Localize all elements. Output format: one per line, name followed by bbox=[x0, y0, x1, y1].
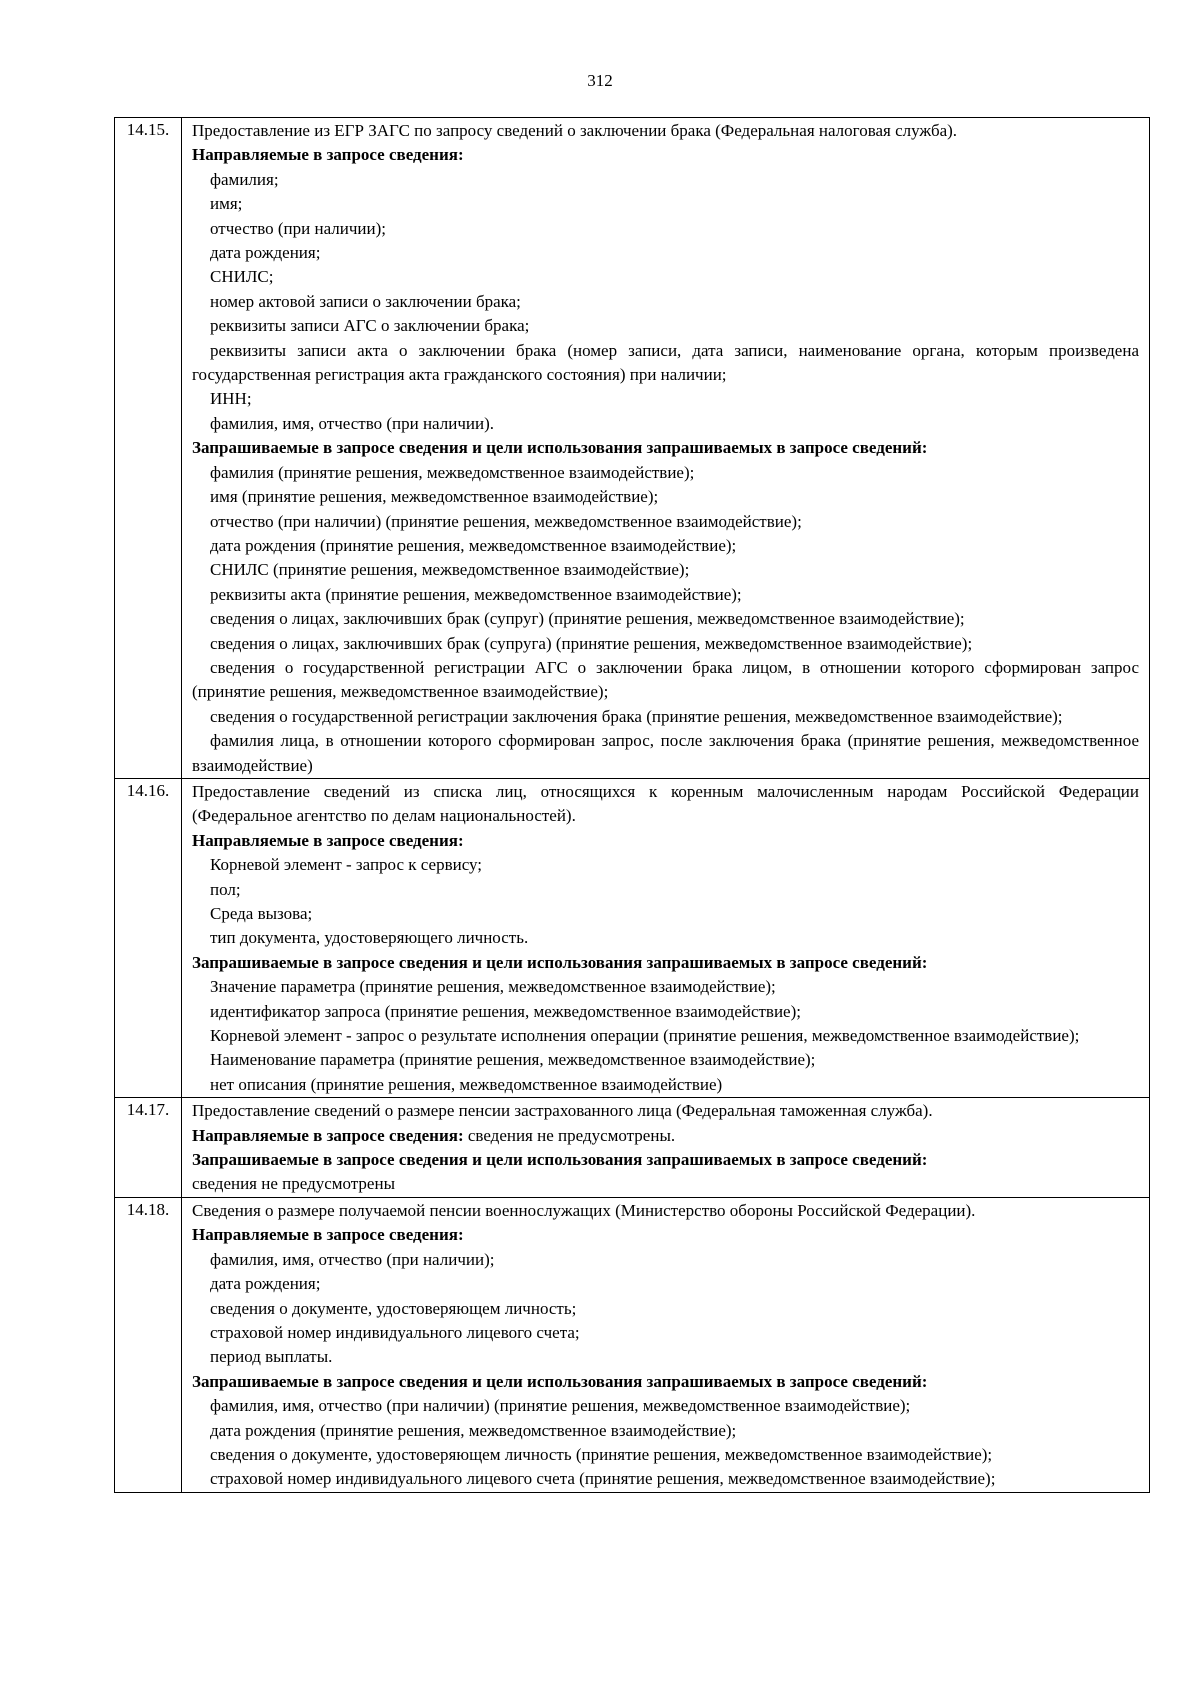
list-item: номер актовой записи о заключении брака; bbox=[210, 291, 521, 311]
section-heading: Направляемые в запросе сведения: bbox=[192, 145, 464, 165]
document-table bbox=[114, 117, 1150, 1493]
item-title: Предоставление сведений о размере пенсии застрахованного лица (Федеральная таможенная служба). bbox=[192, 1101, 933, 1121]
list-item: фамилия, имя, отчество (при наличии); bbox=[210, 1249, 495, 1269]
list-item: имя (принятие решения, межведомственное взаимодействие); bbox=[210, 487, 659, 507]
section-heading: Направляемые в запросе сведения: bbox=[192, 1125, 464, 1145]
section-heading: Запрашиваемые в запросе сведения и цели использования запрашиваемых в запросе сведений: bbox=[192, 952, 928, 972]
list-item: дата рождения; bbox=[210, 243, 321, 263]
table-row bbox=[115, 1197, 1150, 1492]
inline-text: сведения не предусмотрены. bbox=[463, 1125, 676, 1145]
page-number: 312 bbox=[587, 71, 613, 90]
item-number: 14.18. bbox=[115, 1197, 182, 1492]
section-heading: Направляемые в запросе сведения: bbox=[192, 830, 464, 850]
list-item: фамилия; bbox=[210, 169, 279, 189]
list-item: дата рождения (принятие решения, межведомственное взаимодействие); bbox=[210, 535, 737, 555]
list-item: идентификатор запроса (принятие решения, межведомственное взаимодействие); bbox=[210, 1001, 801, 1021]
list-item: отчество (при наличии) (принятие решения, межведомственное взаимодействие); bbox=[210, 511, 802, 531]
section-heading: Запрашиваемые в запросе сведения и цели использования запрашиваемых в запросе сведений: bbox=[192, 1150, 928, 1170]
list-item: страховой номер индивидуального лицевого счета (принятие решения, межведомственное взаимодействие); bbox=[210, 1469, 996, 1489]
item-content bbox=[182, 778, 1150, 1097]
table-row bbox=[115, 118, 1150, 779]
list-item: сведения о лицах, заключивших брак (супруга) (принятие решения, межведомственное взаимодействие); bbox=[210, 633, 973, 653]
list-item: фамилия, имя, отчество (при наличии) (принятие решения, межведомственное взаимодействие); bbox=[210, 1396, 911, 1416]
list-item: сведения о документе, удостоверяющем личность; bbox=[210, 1298, 577, 1318]
list-item: сведения о государственной регистрации АГС о заключении брака лицом, в отношении которого сформирован запрос (принятие решения, межведомственное взаимодействие); bbox=[192, 657, 1139, 702]
section-heading: Запрашиваемые в запросе сведения и цели использования запрашиваемых в запросе сведений: bbox=[192, 1371, 928, 1391]
item-content bbox=[182, 1197, 1150, 1492]
list-item: фамилия (принятие решения, межведомственное взаимодействие); bbox=[210, 462, 695, 482]
list-item: сведения о лицах, заключивших брак (супруг) (принятие решения, межведомственное взаимодействие); bbox=[210, 609, 965, 629]
list-item: ИНН; bbox=[210, 389, 252, 409]
list-item: Корневой элемент - запрос к сервису; bbox=[210, 855, 483, 875]
list-item: сведения о государственной регистрации заключения брака (принятие решения, межведомственное взаимодействие); bbox=[210, 706, 1063, 726]
item-number: 14.17. bbox=[115, 1098, 182, 1198]
item-content bbox=[182, 1098, 1150, 1198]
mixed-line bbox=[192, 1124, 1139, 1148]
list-item: страховой номер индивидуального лицевого счета; bbox=[210, 1322, 580, 1342]
list-item: нет описания (принятие решения, межведомственное взаимодействие) bbox=[210, 1074, 723, 1094]
list-item: дата рождения (принятие решения, межведомственное взаимодействие); bbox=[210, 1420, 737, 1440]
section-heading: Направляемые в запросе сведения: bbox=[192, 1225, 464, 1245]
table-row bbox=[115, 778, 1150, 1097]
list-item: пол; bbox=[210, 879, 241, 899]
list-item: тип документа, удостоверяющего личность. bbox=[210, 928, 529, 948]
list-item: период выплаты. bbox=[210, 1347, 333, 1367]
list-item: фамилия лица, в отношении которого сформирован запрос, после заключения брака (принятие решения, межведомственное взаимодействие) bbox=[192, 731, 1139, 775]
list-item: отчество (при наличии); bbox=[210, 218, 386, 238]
list-item: Значение параметра (принятие решения, межведомственное взаимодействие); bbox=[210, 977, 776, 997]
item-title: Предоставление сведений из списка лиц, относящихся к коренным малочисленным народам Российской Федерации (Федеральное агентство по делам национальностей). bbox=[192, 781, 1139, 826]
list-item: Корневой элемент - запрос о результате исполнения операции (принятие решения, межведомственное взаимодействие); bbox=[210, 1026, 1080, 1046]
paragraph: сведения не предусмотрены bbox=[192, 1174, 395, 1194]
list-item: реквизиты акта (принятие решения, межведомственное взаимодействие); bbox=[210, 584, 742, 604]
list-item: СНИЛС (принятие решения, межведомственное взаимодействие); bbox=[210, 560, 690, 580]
list-item: имя; bbox=[210, 194, 243, 214]
item-number: 14.16. bbox=[115, 778, 182, 1097]
list-item: фамилия, имя, отчество (при наличии). bbox=[210, 413, 494, 433]
list-item: СНИЛС; bbox=[210, 267, 274, 287]
section-heading: Запрашиваемые в запросе сведения и цели использования запрашиваемых в запросе сведений: bbox=[192, 438, 928, 458]
item-number: 14.15. bbox=[115, 118, 182, 779]
list-item: сведения о документе, удостоверяющем личность (принятие решения, межведомственное взаимодействие); bbox=[210, 1444, 993, 1464]
item-content bbox=[182, 118, 1150, 779]
list-item: реквизиты записи АГС о заключении брака; bbox=[210, 316, 530, 336]
list-item: Наименование параметра (принятие решения, межведомственное взаимодействие); bbox=[210, 1050, 816, 1070]
table-row bbox=[115, 1098, 1150, 1198]
item-title: Сведения о размере получаемой пенсии военнослужащих (Министерство обороны Российской Федерации). bbox=[192, 1200, 976, 1220]
list-item: реквизиты записи акта о заключении брака (номер записи, дата записи, наименование органа, которым произведена государственная регистрация акта гражданского состояния) при наличии; bbox=[192, 340, 1139, 385]
list-item: дата рождения; bbox=[210, 1274, 321, 1294]
list-item: Среда вызова; bbox=[210, 904, 313, 923]
item-title: Предоставление из ЕГР ЗАГС по запросу сведений о заключении брака (Федеральная налоговая служба). bbox=[192, 121, 958, 140]
